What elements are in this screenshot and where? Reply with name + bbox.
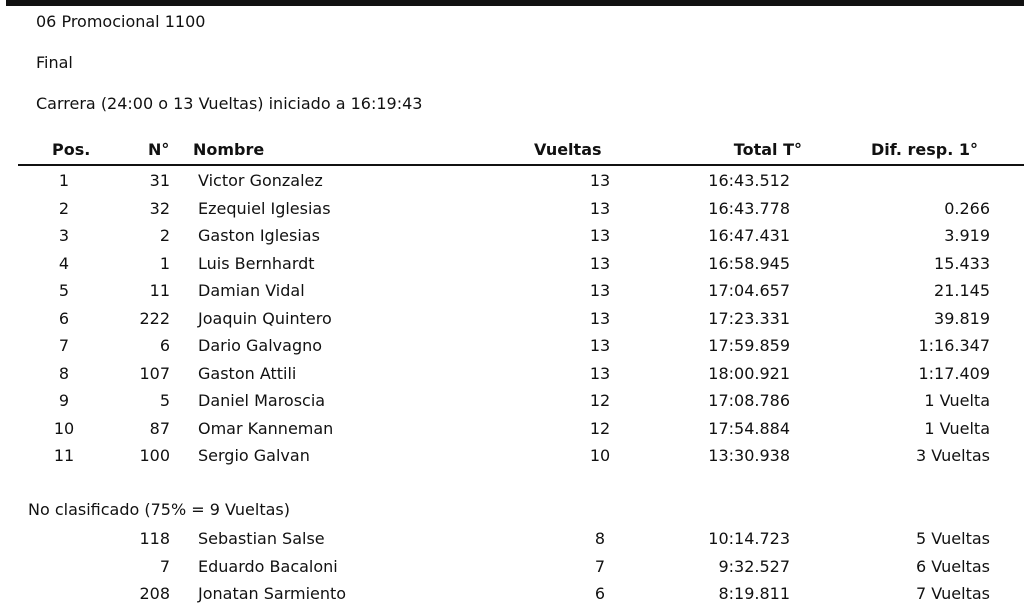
cell-total-time: 8:19.811 <box>718 584 790 603</box>
table-row <box>0 553 1024 580</box>
cell-total-time: 18:00.921 <box>708 363 790 383</box>
cell-diff: 1 Vuelta <box>924 418 990 438</box>
header-rule <box>18 164 1024 166</box>
table-row <box>0 415 1024 442</box>
cell-laps: 13 <box>589 198 611 218</box>
cell-name: Joaquin Quintero <box>198 308 332 328</box>
cell-number: 31 <box>149 171 170 190</box>
cell-total-time: 16:43.512 <box>708 171 790 190</box>
cell-total-time: 13:30.938 <box>708 446 790 465</box>
cell-total-time: 10:14.723 <box>708 529 790 548</box>
cell-position: 3 <box>58 226 70 245</box>
cell-number: 32 <box>149 198 170 218</box>
cell-diff: 15.433 <box>934 253 990 273</box>
cell-name: Daniel Maroscia <box>198 391 326 410</box>
cell-diff: 3 Vueltas <box>916 446 990 465</box>
cell-number: 100 <box>139 446 170 465</box>
cell-diff: 7 Vueltas <box>916 584 990 603</box>
cell-number: 107 <box>139 363 170 383</box>
cell-total-time: 16:58.945 <box>708 253 790 273</box>
table-row <box>0 195 1024 222</box>
cell-number: 7 <box>159 556 170 576</box>
cell-laps: 13 <box>589 226 611 245</box>
cell-total-time: 17:08.786 <box>708 391 790 410</box>
cell-laps: 13 <box>589 171 611 190</box>
cell-name: Omar Kanneman <box>198 418 334 438</box>
table-row <box>0 305 1024 332</box>
cell-name: Luis Bernhardt <box>198 253 315 273</box>
table-row <box>0 250 1024 277</box>
cell-name: Ezequiel Iglesias <box>198 198 331 218</box>
cell-number: 11 <box>149 281 170 300</box>
cell-name: Sebastian Salse <box>198 529 325 548</box>
category-title: 06 Promocional 1100 <box>36 12 206 31</box>
session-title: Final <box>36 53 73 72</box>
table-row <box>0 222 1024 249</box>
cell-laps: 13 <box>589 253 611 273</box>
cell-position: 10 <box>53 418 75 438</box>
cell-diff: 1:17.409 <box>918 363 990 383</box>
cell-number: 222 <box>139 308 170 328</box>
cell-diff: 21.145 <box>934 281 990 300</box>
column-header-total-time: Total T° <box>733 140 802 159</box>
cell-position: 11 <box>53 446 75 465</box>
cell-diff: 1:16.347 <box>918 336 990 355</box>
cell-diff: 39.819 <box>934 308 990 328</box>
cell-laps: 8 <box>594 529 606 548</box>
table-row <box>0 387 1024 414</box>
cell-diff: 5 Vueltas <box>916 529 990 548</box>
column-header-laps: Vueltas <box>534 140 602 159</box>
cell-diff: 1 Vuelta <box>924 391 990 410</box>
cell-total-time: 16:43.778 <box>708 198 790 218</box>
cell-laps: 13 <box>589 281 611 300</box>
cell-total-time: 9:32.527 <box>718 556 790 576</box>
cell-name: Eduardo Bacaloni <box>198 556 338 576</box>
top-border <box>6 0 1024 6</box>
table-row <box>0 580 1024 607</box>
column-header-diff: Dif. resp. 1° <box>871 140 978 159</box>
cell-laps: 12 <box>589 391 611 410</box>
cell-name: Gaston Iglesias <box>198 226 320 245</box>
table-row <box>0 167 1024 194</box>
cell-laps: 12 <box>589 418 611 438</box>
table-row <box>0 442 1024 469</box>
cell-total-time: 17:04.657 <box>708 281 790 300</box>
cell-total-time: 17:54.884 <box>708 418 790 438</box>
cell-position: 8 <box>58 363 70 383</box>
cell-laps: 10 <box>589 446 611 465</box>
race-info: Carrera (24:00 o 13 Vueltas) iniciado a 16:19:43 <box>36 94 423 113</box>
cell-position: 1 <box>58 171 70 190</box>
cell-number: 6 <box>159 336 170 355</box>
column-header-name: Nombre <box>193 140 265 159</box>
cell-name: Jonatan Sarmiento <box>198 584 347 603</box>
cell-laps: 13 <box>589 336 611 355</box>
table-row <box>0 525 1024 552</box>
cell-name: Victor Gonzalez <box>198 171 323 190</box>
table-row <box>0 277 1024 304</box>
cell-number: 87 <box>149 418 170 438</box>
table-row <box>0 360 1024 387</box>
cell-position: 7 <box>58 336 70 355</box>
not-classified-title: No clasificado (75% = 9 Vueltas) <box>28 500 290 519</box>
cell-diff: 3.919 <box>944 226 990 245</box>
cell-number: 208 <box>139 584 170 603</box>
cell-diff: 0.266 <box>944 198 990 218</box>
cell-name: Gaston Attili <box>198 363 297 383</box>
table-row <box>0 332 1024 359</box>
cell-laps: 13 <box>589 363 611 383</box>
cell-position: 5 <box>58 281 70 300</box>
cell-position: 6 <box>58 308 70 328</box>
cell-number: 2 <box>159 226 170 245</box>
cell-position: 2 <box>58 198 70 218</box>
cell-total-time: 17:23.331 <box>708 308 790 328</box>
cell-number: 5 <box>159 391 170 410</box>
cell-laps: 13 <box>589 308 611 328</box>
cell-name: Dario Galvagno <box>198 336 323 355</box>
cell-number: 118 <box>139 529 170 548</box>
cell-total-time: 17:59.859 <box>708 336 790 355</box>
column-header-number: N° <box>148 140 170 159</box>
cell-position: 4 <box>58 253 70 273</box>
cell-name: Sergio Galvan <box>198 446 310 465</box>
cell-laps: 7 <box>594 556 606 576</box>
cell-laps: 6 <box>594 584 606 603</box>
column-header-pos: Pos. <box>52 140 91 159</box>
cell-diff: 6 Vueltas <box>916 556 990 576</box>
cell-number: 1 <box>159 253 170 273</box>
cell-total-time: 16:47.431 <box>708 226 790 245</box>
cell-position: 9 <box>58 391 70 410</box>
cell-name: Damian Vidal <box>198 281 305 300</box>
